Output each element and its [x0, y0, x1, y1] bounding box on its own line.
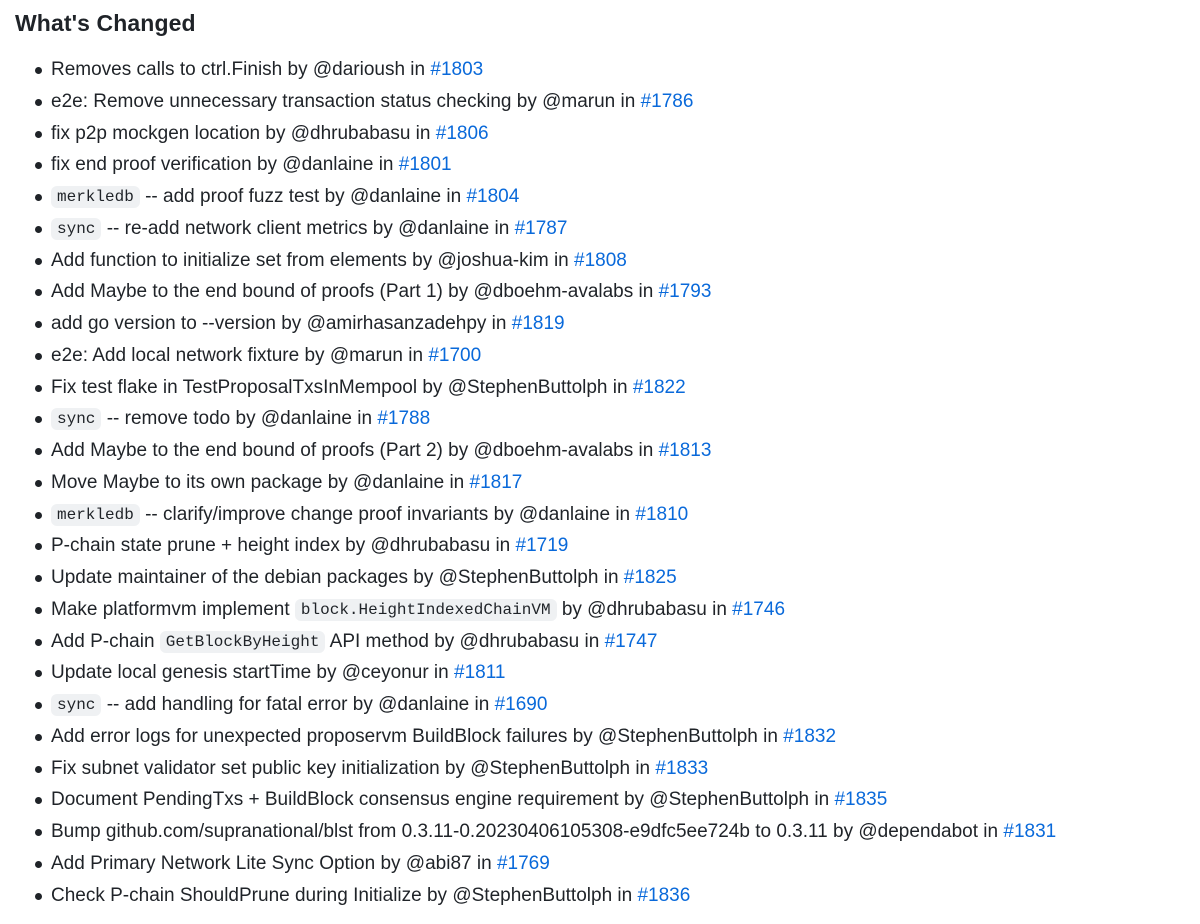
pr-link[interactable]: #1803	[430, 59, 484, 80]
item-text: P-chain state prune + height index by @dhrubabasu in	[51, 535, 511, 557]
pr-link[interactable]: #1786	[640, 90, 694, 112]
list-item	[15, 721, 1200, 753]
item-text: Document PendingTxs + BuildBlock consensus engine requirement by @StephenButtolph in	[51, 789, 830, 811]
list-item	[15, 753, 1200, 785]
pr-link[interactable]: #1822	[632, 376, 686, 398]
inline-code: sync	[51, 218, 101, 240]
item-text: Update local genesis startTime by @ceyonur in	[51, 662, 449, 684]
section-heading: What's Changed	[15, 10, 196, 36]
item-text: Removes calls to ctrl.Finish by @darioush in	[51, 59, 426, 80]
pr-link[interactable]: #1833	[655, 757, 709, 779]
list-item	[15, 594, 1200, 626]
list-item	[15, 340, 1200, 372]
item-text: Fix test flake in TestProposalTxsInMempool by @StephenButtolph in	[51, 376, 628, 398]
list-item	[15, 403, 1200, 435]
list-item	[15, 880, 1200, 912]
list-item	[15, 435, 1200, 467]
item-text: Add function to initialize set from elements by @joshua-kim in	[51, 249, 569, 271]
list-item	[15, 276, 1200, 308]
pr-link[interactable]: #1769	[496, 852, 550, 874]
list-item	[15, 530, 1200, 562]
item-text-suffix: by @dhrubabasu in	[561, 598, 727, 620]
pr-link[interactable]: #1810	[635, 503, 689, 525]
item-text: add go version to --version by @amirhasanzadehpy in	[51, 313, 507, 334]
pr-link[interactable]: #1825	[623, 567, 677, 588]
item-text: fix end proof verification by @danlaine in	[51, 154, 394, 176]
list-item	[15, 372, 1200, 404]
item-text: -- add handling for fatal error by @danlaine in	[106, 694, 490, 715]
pr-link[interactable]: #1700	[428, 344, 482, 366]
item-text: Add error logs for unexpected proposervm BuildBlock failures by @StephenButtolph in	[51, 725, 778, 747]
item-text: Fix subnet validator set public key initialization by @StephenButtolph in	[51, 757, 651, 779]
item-text: Add P-chain	[51, 630, 155, 652]
pr-link[interactable]: #1832	[783, 725, 837, 747]
list-item	[15, 657, 1200, 689]
item-text: e2e: Remove unnecessary transaction status checking by @marun in	[51, 90, 636, 112]
list-item	[15, 149, 1200, 181]
pr-link[interactable]: #1804	[466, 186, 520, 207]
list-item	[15, 626, 1200, 658]
item-text: -- clarify/improve change proof invariants by @danlaine in	[145, 503, 631, 525]
pr-link[interactable]: #1787	[514, 217, 568, 239]
pr-link[interactable]: #1690	[494, 694, 548, 715]
pr-link[interactable]: #1835	[834, 789, 888, 811]
list-item	[15, 308, 1200, 340]
inline-code: sync	[51, 694, 101, 716]
list-item	[15, 213, 1200, 245]
item-text: Check P-chain ShouldPrune during Initialize by @StephenButtolph in	[51, 884, 633, 906]
item-text: e2e: Add local network fixture by @marun in	[51, 344, 424, 366]
item-text: Add Primary Network Lite Sync Option by @abi87 in	[51, 852, 492, 874]
pr-link[interactable]: #1788	[377, 408, 431, 430]
pr-link[interactable]: #1819	[511, 313, 565, 334]
list-item	[15, 784, 1200, 816]
pr-link[interactable]: #1801	[398, 154, 452, 176]
item-text: -- add proof fuzz test by @danlaine in	[145, 186, 462, 207]
item-text: fix p2p mockgen location by @dhrubabasu in	[51, 122, 431, 144]
list-item	[15, 499, 1200, 531]
list-item	[15, 86, 1200, 118]
inline-code: GetBlockByHeight	[160, 631, 326, 653]
item-text: -- re-add network client metrics by @danlaine in	[106, 217, 510, 239]
list-item	[15, 245, 1200, 277]
pr-link[interactable]: #1806	[435, 122, 489, 144]
item-text: Move Maybe to its own package by @danlaine in	[51, 471, 465, 493]
list-item	[15, 467, 1200, 499]
list-item	[15, 848, 1200, 880]
pr-link[interactable]: #1808	[574, 249, 627, 271]
item-text: Make platformvm implement	[51, 598, 290, 620]
pr-link[interactable]: #1793	[658, 281, 712, 303]
item-text: -- remove todo by @danlaine in	[106, 408, 373, 430]
item-text: Update maintainer of the debian packages by @StephenButtolph in	[51, 567, 619, 588]
item-text: Add Maybe to the end bound of proofs (Part 2) by @dboehm-avalabs in	[51, 440, 654, 461]
list-item	[15, 54, 1200, 86]
pr-link[interactable]: #1836	[637, 884, 691, 906]
item-text: Add Maybe to the end bound of proofs (Part 1) by @dboehm-avalabs in	[51, 281, 654, 303]
inline-code: merkledb	[51, 504, 140, 526]
list-item	[15, 689, 1200, 721]
pr-link[interactable]: #1831	[1003, 821, 1057, 842]
pr-link[interactable]: #1817	[469, 471, 523, 493]
item-text: Bump github.com/supranational/blst from 0.3.11-0.20230406105308-e9dfc5ee724b to 0.3.11 by @dependabot in	[51, 821, 999, 842]
list-item	[15, 118, 1200, 150]
inline-code: block.HeightIndexedChainVM	[295, 599, 557, 621]
change-list	[15, 54, 1200, 911]
pr-link[interactable]: #1747	[604, 630, 658, 652]
pr-link[interactable]: #1813	[658, 440, 712, 461]
list-item	[15, 816, 1200, 848]
item-text-suffix: API method by @dhrubabasu in	[329, 630, 600, 652]
inline-code: merkledb	[51, 186, 140, 208]
list-item	[15, 181, 1200, 213]
inline-code: sync	[51, 408, 101, 430]
pr-link[interactable]: #1746	[732, 598, 786, 620]
pr-link[interactable]: #1811	[454, 662, 506, 684]
list-item	[15, 562, 1200, 594]
pr-link[interactable]: #1719	[515, 535, 569, 557]
